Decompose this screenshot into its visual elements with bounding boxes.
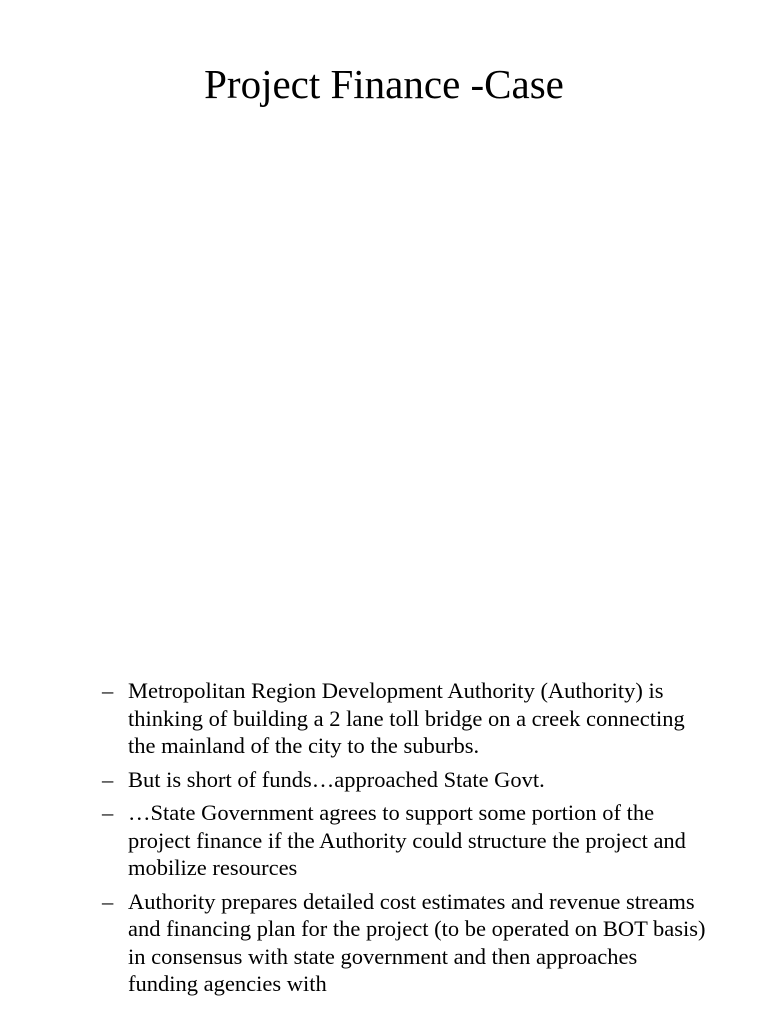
bullet-list [102,677,712,1004]
bullet-item [102,766,712,794]
bullet-item [102,888,712,998]
bullet-text: But is short of funds…approached State Govt. [128,766,545,792]
bullet-item [102,799,712,882]
dash-bullet-icon: – [102,800,114,825]
dash-bullet-icon: – [102,888,114,914]
bullet-item [102,677,712,760]
dash-bullet-icon: – [102,678,114,703]
slide-title: Project Finance -Case [204,61,564,107]
bullet-text: Authority prepares detailed cost estimates and revenue streams and financing plan for the project (to be operated on BOT basis) in consensus with state government and then approaches funding agencies with [128,888,706,996]
bullet-text: …State Government agrees to support some portion of the project finance if the Authority could structure the project and mobilize resources [128,800,686,880]
bullet-text: Metropolitan Region Development Authority (Authority) is thinking of building a 2 lane toll bridge on a creek connecting the mainland of the city to the suburbs. [128,678,685,758]
dash-bullet-icon: – [102,766,114,792]
